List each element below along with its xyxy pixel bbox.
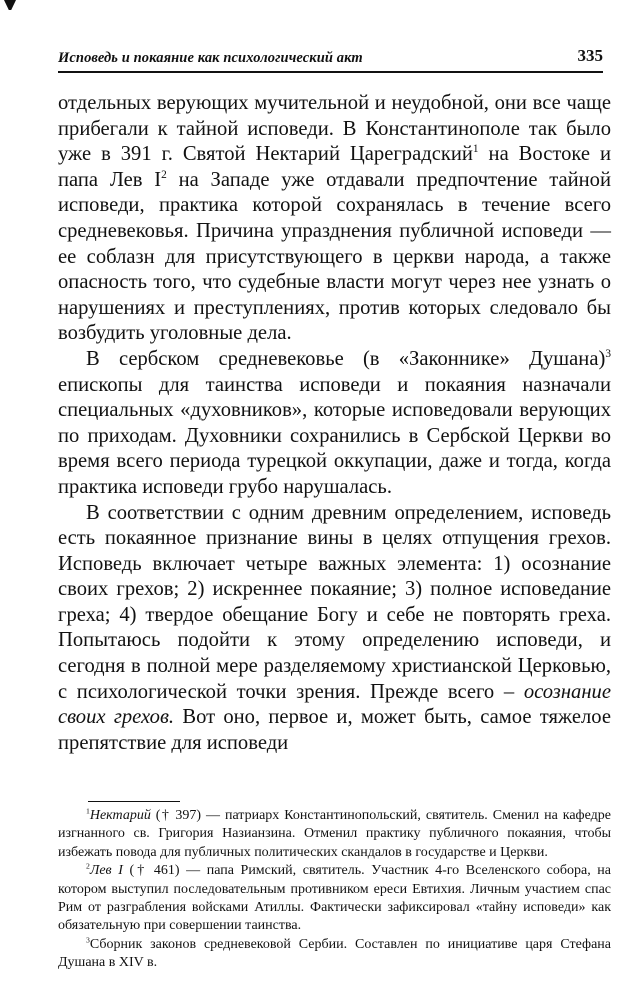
footnote-ref: 3 xyxy=(86,935,90,945)
running-header xyxy=(58,46,603,70)
footnote-ref: 1 xyxy=(86,806,90,816)
text-run: († 461) — папа Римский, святитель. Участник 4-го Вселенского собора, на котором выступил последовательным противником ереси Евтихия. Личным участием спас Рим от разграбления войсками Атиллы. Фактически зафиксировал «тайну исповеди» как обязательную при совершении таинства. xyxy=(58,863,611,934)
paragraph xyxy=(58,347,611,501)
scan-corner-mark xyxy=(4,0,16,10)
italic-text: осознание своих грехов. xyxy=(58,680,611,729)
text-run: Сборник законов средневековой Сербии. Составлен по инициативе царя Стефана Душана в XIV в. xyxy=(58,936,611,971)
text-run: епископы для таинства исповеди и покаяния назначали специальных «духовников», которые исповедовали верующих по приходам. Духовники сохранились в Сербской Церкви во время всего периода турецкой оккупации, даже и тогда, когда практика исповеди грубо нарушалась. xyxy=(58,373,611,498)
text-run: Вот оно, первое и, может быть, самое тяжелое препятствие для исповеди xyxy=(58,706,611,754)
paragraph xyxy=(58,501,611,757)
text-run: В сербском средневековье (в «Законнике» Душана) xyxy=(86,347,606,370)
text-run: († 397) — патриарх Константинопольский, святитель. Сменил на кафедре изгнанного св. Григория Назианзина. Отменил практику публичного покаяния, чтобы избежать повода для публичных политических скандалов в государстве и Церкви. xyxy=(58,808,611,860)
main-text xyxy=(58,91,611,756)
footnote xyxy=(58,862,611,936)
page-number: 335 xyxy=(577,46,603,65)
footnote-ref: 1 xyxy=(472,143,479,156)
text-run: отдельных верующих мучительной и неудобной, они все чаще прибегали к тайной исповеди. В Константинополе так было уже в 391 г. Святой Нектарий Цареградский xyxy=(58,92,611,166)
paragraph xyxy=(58,91,611,347)
footnote-ref: 2 xyxy=(86,861,90,871)
footnote xyxy=(58,807,611,862)
text-run: на Востоке и папа Лев I xyxy=(58,143,611,191)
footnote-ref: 3 xyxy=(605,348,611,361)
text-run: В соответствии с одним древним определением, исповедь есть покаянное признание вины в целях отпущения грехов. Исповедь включает четыре важных элемента: 1) осознание своих грехов; 2) искреннее покаяние; 3) полное исповедание греха; 4) твердое обещание Богу и себе не повторять греха. Попытаюсь подойти к этому определению исповеди, и сегодня в полной мере разделяемому христианской Церковью, с психологической точки зрения. Прежде всего – xyxy=(58,501,611,703)
text-run: на Западе уже отдавали предпочтение тайной исповеди, практика которой сохранялась в течение всего средневековья. Причина упразднения публичной исповеди — ее соблазн для присутствующего в церкви народа, а также опасность того, что судебные власти могут через нее узнать о нарушениях и преступлениях, против которых следовало бы возбудить уголовные дела. xyxy=(58,168,611,345)
footnotes xyxy=(58,807,611,973)
header-rule xyxy=(58,71,603,73)
italic-text: Нектарий xyxy=(89,808,151,823)
italic-text: Лев I xyxy=(89,863,123,879)
running-title: Исповедь и покаяние как психологический акт xyxy=(58,50,363,66)
footnote xyxy=(58,936,611,973)
footnote-rule xyxy=(88,801,180,802)
footnote-ref: 2 xyxy=(161,168,167,181)
